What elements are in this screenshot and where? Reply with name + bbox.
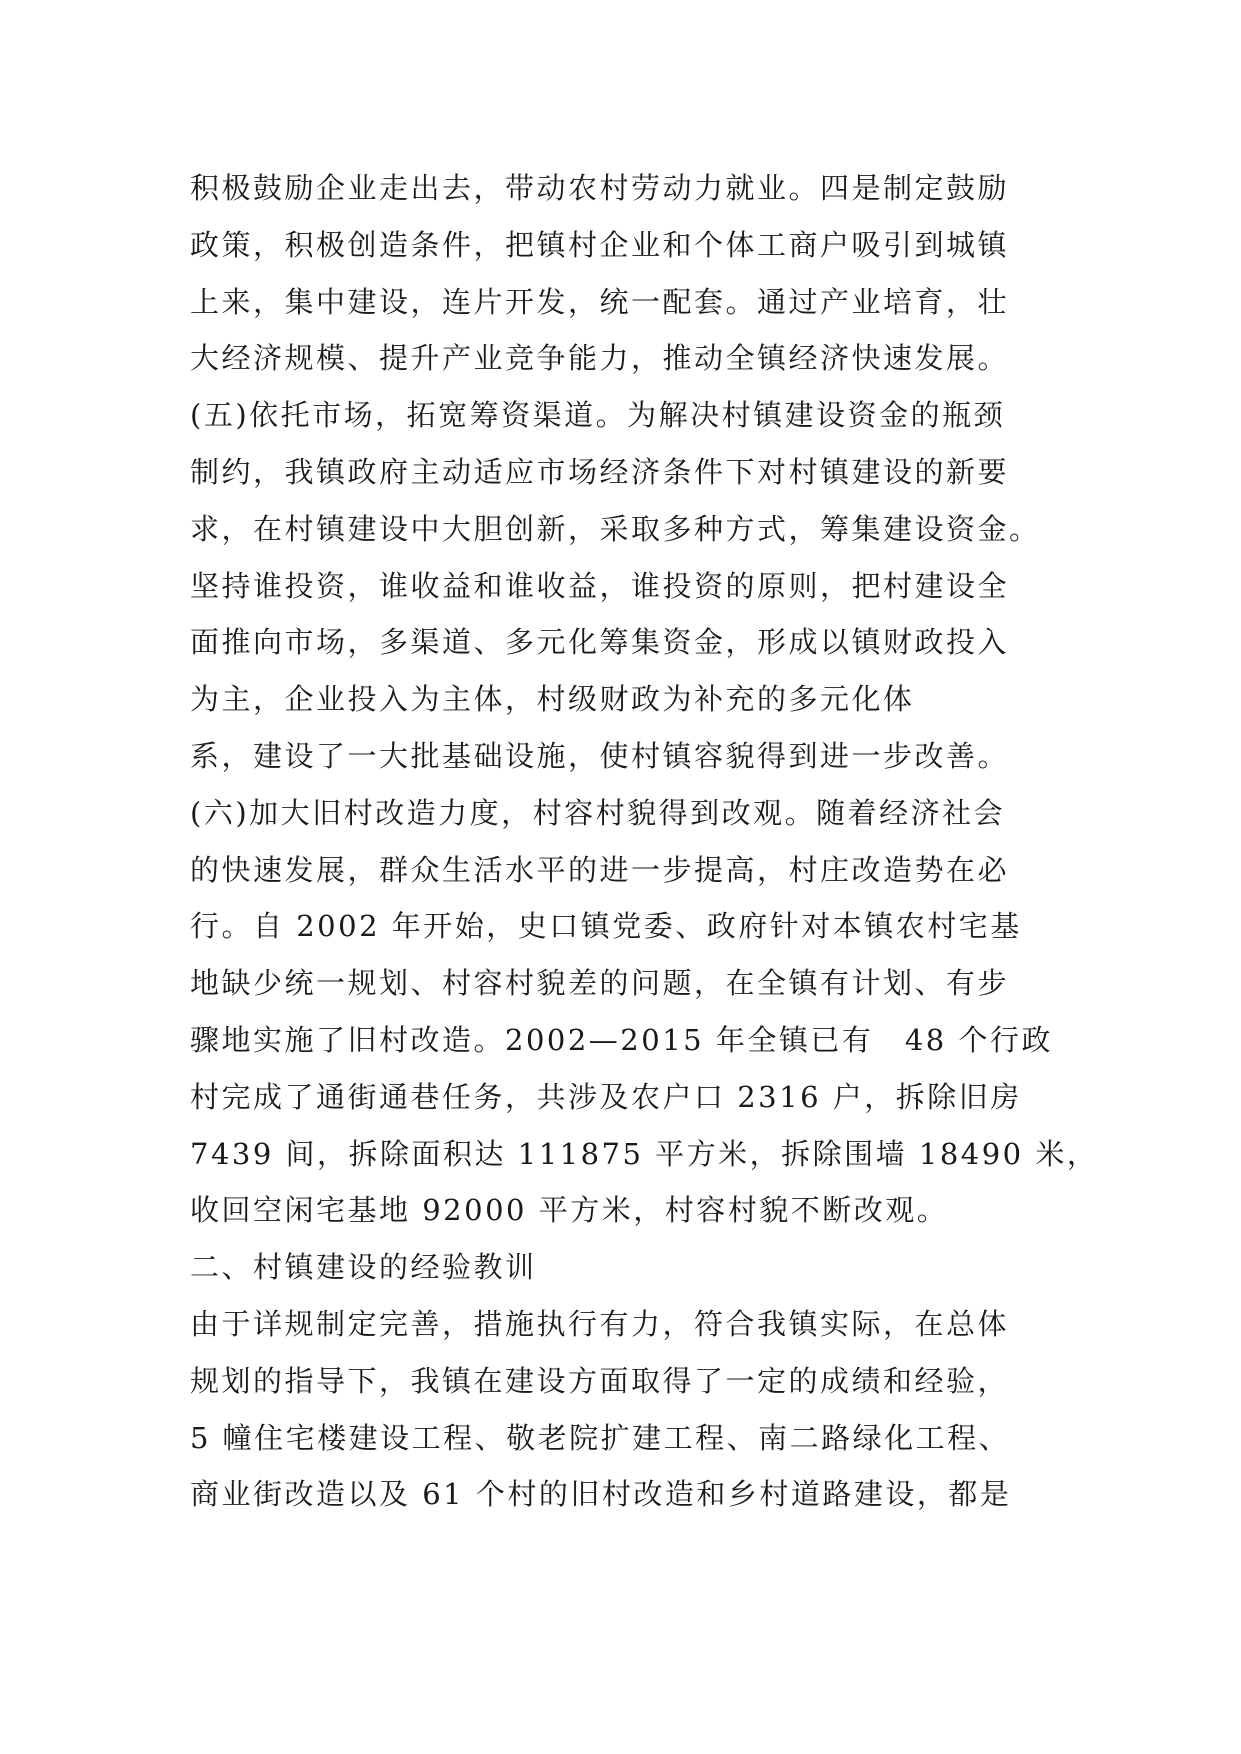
text-line: 上来，集中建设，连片开发，统一配套。通过产业培育，壮 <box>190 284 1010 319</box>
text-line: 为主，企业投入为主体，村级财政为补充的多元化体 <box>190 682 915 717</box>
text-line: 5 幢住宅楼建设工程、敬老院扩建工程、南二路绿化工程、 <box>190 1420 1011 1455</box>
text-line: 骤地实施了旧村改造。2002—2015 年全镇已有 48 个行政 <box>190 1022 1053 1057</box>
text-line: 行。自 2002 年开始，史口镇党委、政府针对本镇农村宅基 <box>190 909 1022 944</box>
text-line: 制约，我镇政府主动适应市场经济条件下对村镇建设的新要 <box>190 454 1010 489</box>
section-heading-5: (五)依托市场，拓宽筹资渠道。为解决村镇建设资金的瓶颈 <box>190 398 1006 433</box>
text-line: 7439 间，拆除面积达 111875 平方米，拆除围墙 18490 米， <box>190 1136 1099 1171</box>
text-line: 地缺少统一规划、村容村貌差的问题，在全镇有计划、有步 <box>190 966 1010 1001</box>
text-line: 村完成了通街通巷任务，共涉及农户口 2316 户，拆除旧房 <box>190 1079 1022 1114</box>
text-line: 大经济规模、提升产业竞争能力，推动全镇经济快速发展。 <box>190 341 1010 376</box>
text-line: 求，在村镇建设中大胆创新，采取多种方式，筹集建设资金。 <box>190 511 1041 546</box>
section-heading-2: 二、村镇建设的经验教训 <box>190 1250 537 1285</box>
text-line: 规划的指导下，我镇在建设方面取得了一定的成绩和经验， <box>190 1363 1010 1398</box>
text-line: 面推向市场，多渠道、多元化筹集资金，形成以镇财政投入 <box>190 625 1010 660</box>
text-line: 商业街改造以及 61 个村的旧村改造和乡村道路建设，都是 <box>190 1477 1012 1512</box>
text-line: 收回空闲宅基地 92000 平方米，村容村貌不断改观。 <box>190 1193 949 1228</box>
text-line: 坚持谁投资，谁收益和谁收益，谁投资的原则，把村建设全 <box>190 568 1010 603</box>
text-line: 积极鼓励企业走出去，带动农村劳动力就业。四是制定鼓励 <box>190 171 1010 205</box>
text-line: 政策，积极创造条件，把镇村企业和个体工商户吸引到城镇 <box>190 227 1010 262</box>
text-line: 系，建设了一大批基础设施，使村镇容貌得到进一步改善。 <box>190 738 1010 773</box>
text-line: 由于详规制定完善，措施执行有力，符合我镇实际，在总体 <box>190 1306 1010 1341</box>
section-heading-6: (六)加大旧村改造力度，村容村貌得到改观。随着经济社会 <box>190 795 1006 830</box>
body-text <box>190 160 1099 1523</box>
text-line: 的快速发展，群众生活水平的进一步提高，村庄改造势在必 <box>190 852 1010 887</box>
